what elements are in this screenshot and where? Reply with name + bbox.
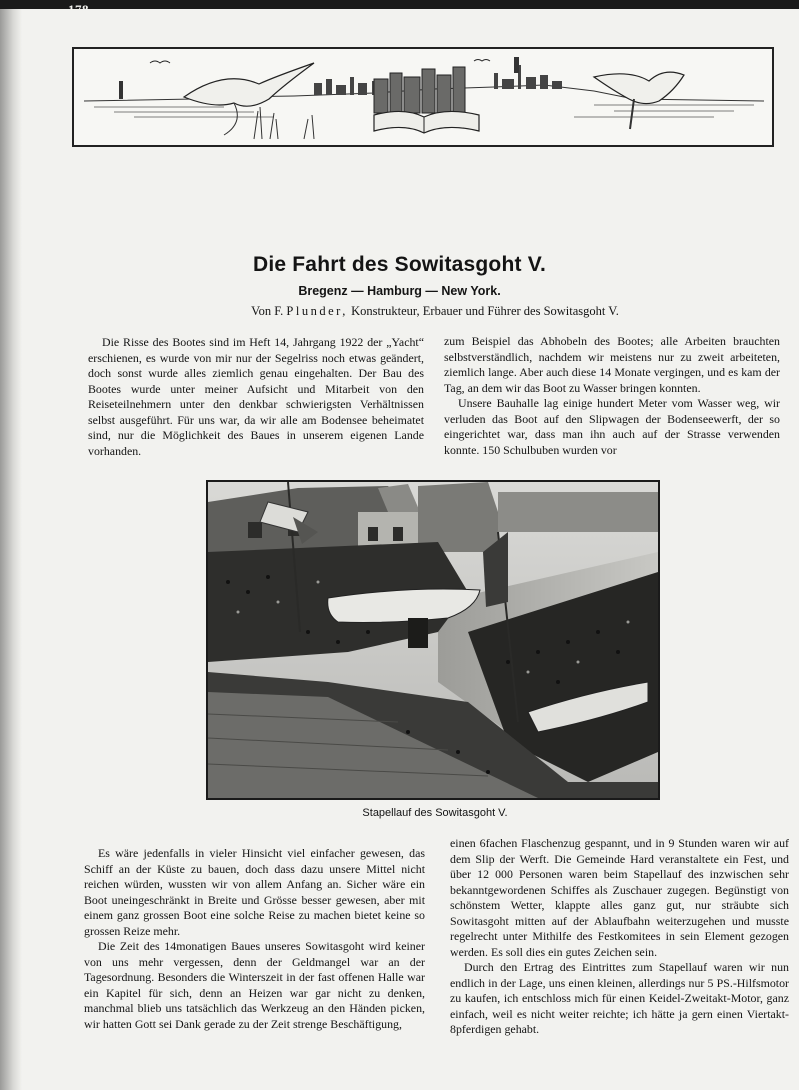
paragraph: einen 6fachen Flaschenzug gespannt, und in 9 Stunden waren wir auf dem Slip der Werft. Die Gemeinde Hard veranstaltete ein Fest, und über 12 000 Personen waren beim Stapellauf des inzwischen sehr bekanntgewordenen Schiffes als Zuschauer zugegen. Begünstigt von schönstem Wetter, klappte alles ganz gut, nur sträubte sich Sowitasgoht mitten auf der Ablaufbahn weiterzugehen und musste regelrecht unter Mithilfe des Festkomitees in sein Element gezogen werden. Es soll dies ein gutes Zeichen sein. [450,836,789,959]
scan-edge-shadow [0,0,22,1090]
byline-roles: Konstrukteur, Erbauer und Führer des Sowitasgoht V. [351,304,619,318]
byline-author: Plunder, [286,304,348,318]
byline-von: Von F. [251,304,284,318]
launch-photograph [206,480,660,800]
text-column-4 [450,836,789,1038]
article-byline [0,304,799,319]
photo-caption: Stapellauf des Sowitasgoht V. [362,807,508,819]
article-title: Die Fahrt des Sowitasgoht V. [252,253,547,276]
paragraph: zum Beispiel das Abhobeln des Bootes; alle Arbeiten brauchten selbstverständlich, nachdem wir meistens nur zu zweit arbeiteten, ziemlich lange. Aber auch diese 14 Monate vergingen, und es kam der Tag, an dem wir das Boot zu Wasser bringen konnten. [444,334,780,395]
paragraph: Die Risse des Bootes sind im Heft 14, Jahrgang 1922 der „Yacht“ erschienen, es wurde von mir nur der Segelriss noch etwas geändert, doch sonst wurde alles ziemlich genau eingehalten. Der Bau des Bootes wurde unter meiner Aufsicht und Mitarbeit von den Reiseteilnehmern unter den denkbar schwierigsten Verhältnissen selbst ausgeführt. Für uns war, da wir alle am Bodensee beheimatet sind, nur die Möglichkeit des Baues in unserem eigenen Lande vorhanden. [88,335,424,458]
paragraph: Unsere Bauhalle lag einige hundert Meter vom Wasser weg, wir verluden das Boot auf den Slipwagen der Bodenseewerft, der so eingerichtet war, dass man ihn auch auf der Strasse verwenden konnte. 150 Schulbuben wurden vor [444,396,780,457]
page-number: 178 [68,2,89,17]
paragraph: Es wäre jedenfalls in vieler Hinsicht viel einfacher gewesen, das Schiff an der Küste zu bauen, doch dass dazu unsere Mittel nicht reichen würden, wussten wir von allem Anfang an. Sicher wäre ein Boot uneingeschränkt in Breite und Grösse besser gewesen, aber mit einem ganz grossen Boot eine solche Reise zu machen bietet keine so grossen Reize mehr. [84,846,425,938]
scan-top-border [0,0,799,9]
header-illustration [72,47,774,147]
text-column-1 [88,335,424,459]
text-column-3 [84,846,425,1032]
text-column-2 [444,334,780,458]
paragraph: Durch den Ertrag des Eintrittes zum Stapellauf waren wir nun endlich in der Lage, uns einen kleinen, allerdings nur 5 PS.-Hilfsmotor zu kaufen, ich entschloss mich für einen Keidel-Zweitakt-Motor, ganz einfach, weil es nicht weiter reichte; ich hätte ja gern einen Viertakt-8pferdigen gehabt. [450,960,789,1036]
paragraph: Die Zeit des 14monatigen Baues unseres Sowitasgoht wird keiner von uns mehr vergessen, denn der Geldmangel war an der Tagesordnung. Besonders die Winterszeit in der fast offenen Halle war ein Kapitel für sich, denn an Heizen war gar nicht zu denken, manchmal blieb uns tatsächlich das Werkzeug an den Händen picken, wir hatten Gott sei Dank gerade zu der Zeit strenge Beschäftigung, [84,939,425,1031]
article-subtitle: Bregenz — Hamburg — New York. [298,284,501,298]
